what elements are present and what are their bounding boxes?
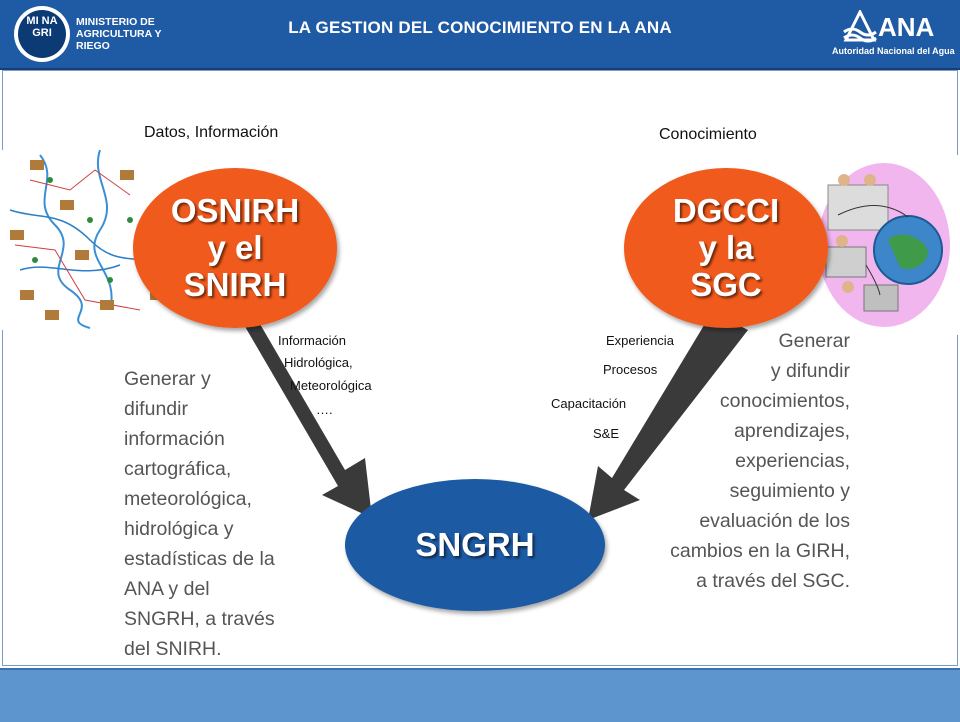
right-flow-label: Experiencia xyxy=(606,333,674,348)
dgcci-node-label: DGCCI y la SGC xyxy=(672,192,780,303)
footer-bar xyxy=(0,668,960,722)
right-description: Generar y difundir conocimientos, aprendizajes, experiencias, seguimiento y evaluación de los cambios en la GIRH, a través del SGC. xyxy=(670,330,850,592)
osnirh-node-label: OSNIRH y el SNIRH xyxy=(170,192,300,303)
left-description: Generar y difundir información cartográfica, meteorológica, hidrológica y estadísticas de la ANA y del SNGRH, a través del SNIRH. xyxy=(124,368,275,660)
left-caption: Datos, Información xyxy=(144,124,279,141)
left-flow-label: Información xyxy=(278,333,346,348)
left-flow-label: Meteorológica xyxy=(290,378,372,393)
minagri-name: MINISTERIO DE AGRICULTURA Y RIEGO xyxy=(76,16,162,52)
right-flow-label: Capacitación xyxy=(551,396,627,411)
right-flow-label: Procesos xyxy=(603,362,658,377)
left-flow-label: …. xyxy=(316,402,333,417)
page-title: LA GESTION DEL CONOCIMIENTO EN LA ANA xyxy=(288,18,672,37)
right-caption: Conocimiento xyxy=(659,126,757,143)
ana-subtitle: Autoridad Nacional del Agua xyxy=(832,46,955,56)
left-flow-label: Hidrológica, xyxy=(284,355,353,370)
right-flow-label: S&E xyxy=(593,426,620,441)
sngrh-node-label: SNGRH xyxy=(415,526,535,563)
minagri-seal-text: MI NA GRI xyxy=(18,10,66,58)
ana-name: ANA xyxy=(878,12,935,42)
